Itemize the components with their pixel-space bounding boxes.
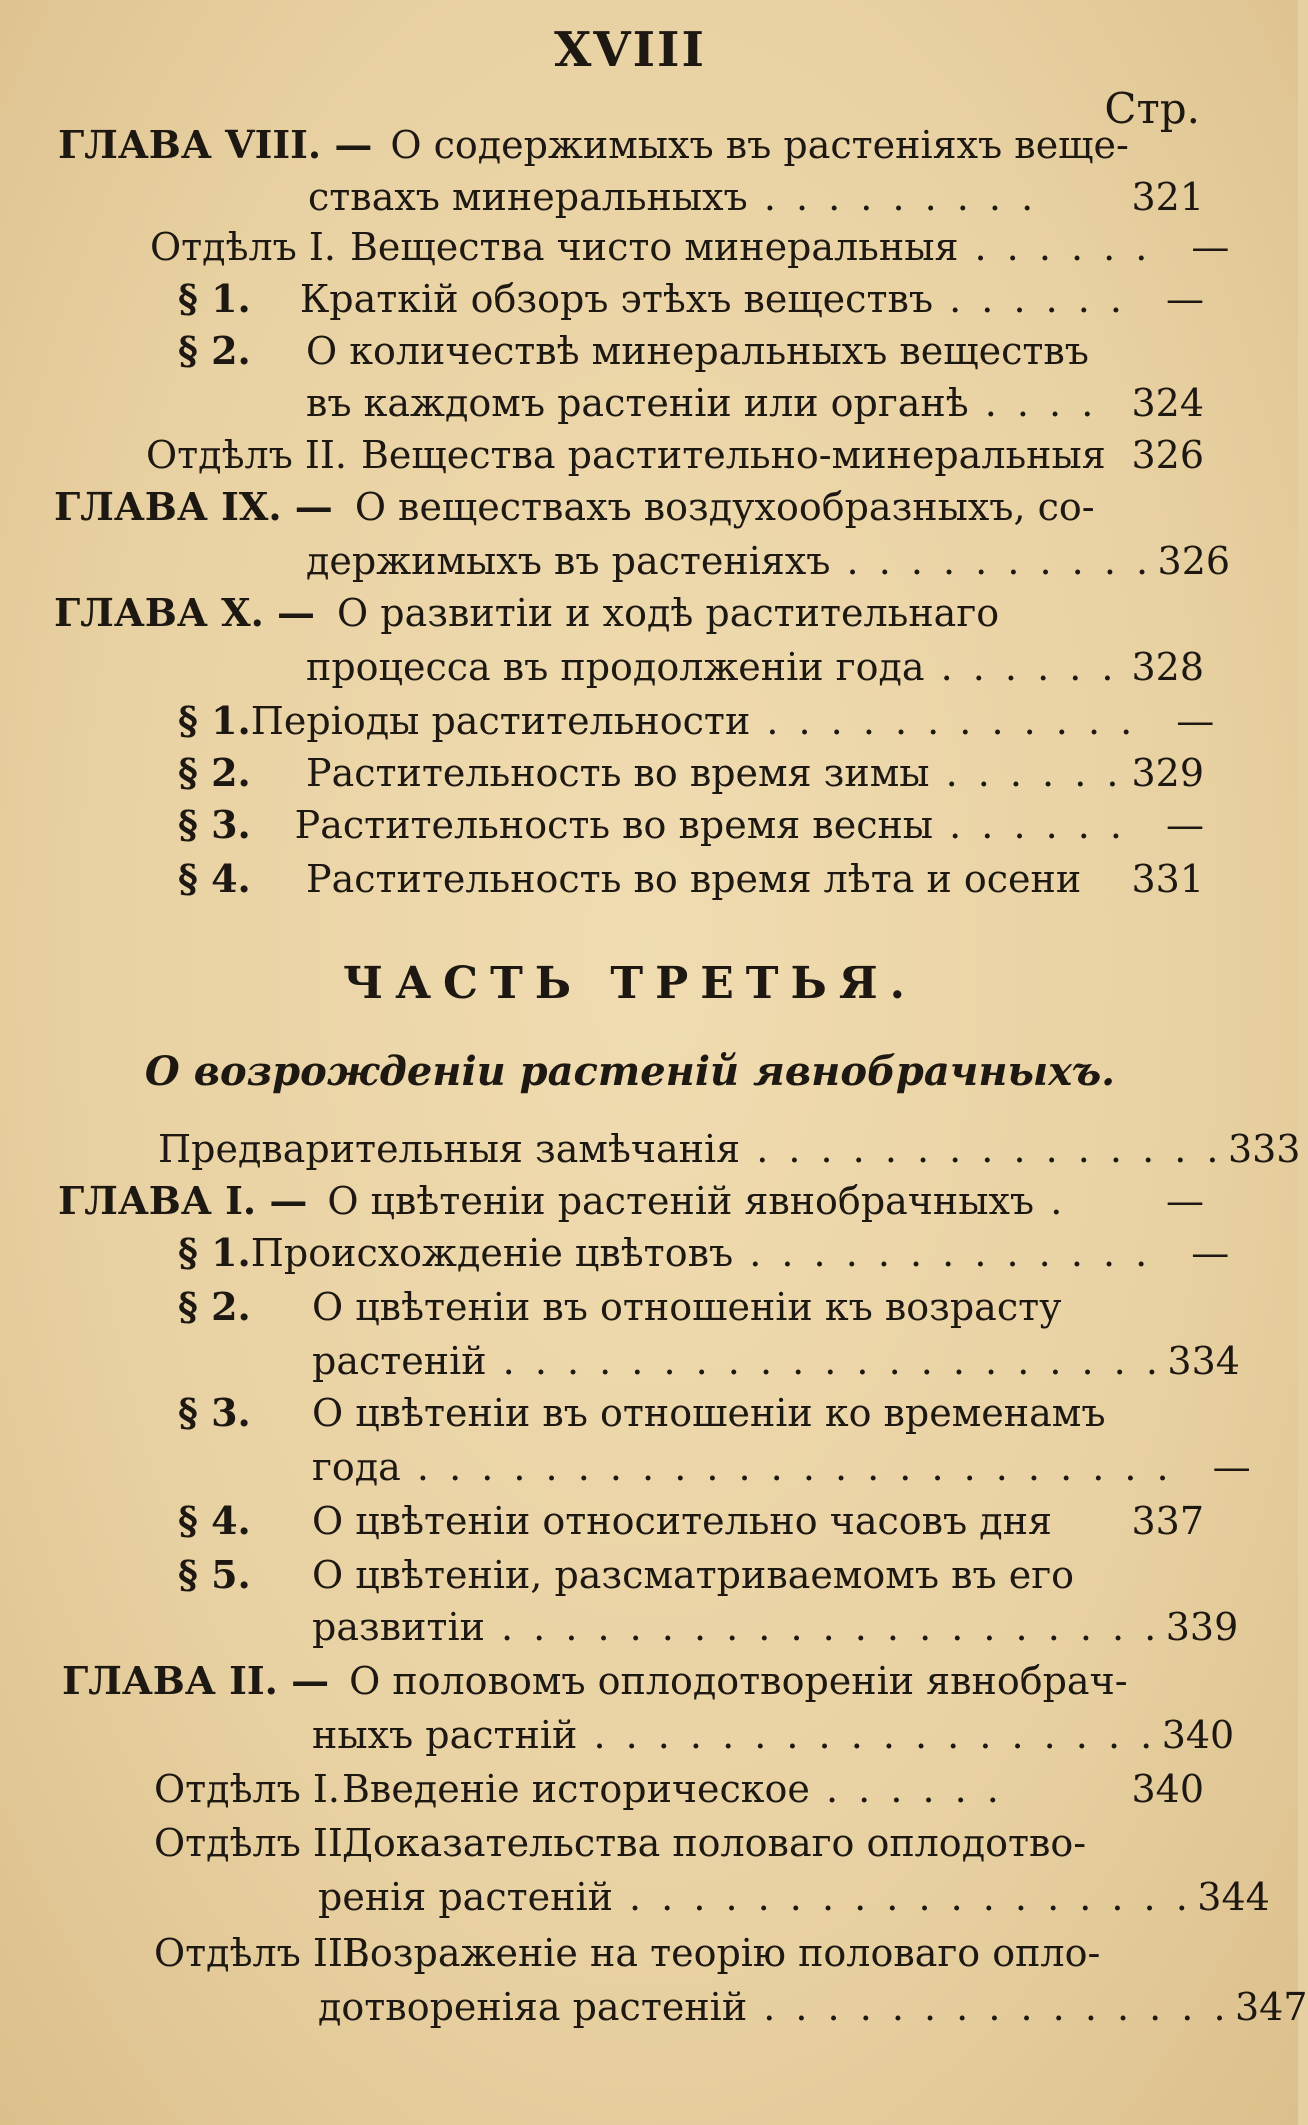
toc-entry-text: О количествѣ минеральныхъ веществъ — [306, 329, 1089, 373]
toc-entry — [312, 1602, 1239, 1652]
toc-page-number: 333 — [1227, 1127, 1301, 1171]
page-number: XVIII — [554, 22, 706, 78]
toc-entry — [312, 1336, 1240, 1386]
toc-entry — [54, 588, 1204, 638]
toc-entry — [54, 482, 1204, 532]
section-mark: Отдѣлъ II. — [154, 1821, 355, 1865]
paragraph-mark: § 3. — [178, 802, 251, 847]
section-mark: Отдѣлъ II. — [146, 433, 347, 477]
toc-page-number: — — [1212, 1445, 1251, 1489]
toc-entry-text: ствахъ минеральныхъ . . . . . . . . . — [308, 175, 1038, 219]
toc-entry-text: О веществахъ воздухообразныхъ, со- — [354, 485, 1095, 529]
toc-entry — [62, 1656, 1204, 1706]
toc-entry — [178, 1228, 1230, 1278]
toc-page-number: 339 — [1165, 1605, 1239, 1649]
toc-entry-text: Вещества растительно-минеральныя — [360, 433, 1106, 477]
toc-entry-text: О цвѣтеніи въ отношеніи къ возрасту — [312, 1285, 1062, 1329]
toc-page-number: 329 — [1131, 751, 1204, 795]
toc-page-number: — — [1191, 1231, 1230, 1275]
toc-entry — [58, 1176, 1204, 1226]
toc-page-number: — — [1166, 277, 1204, 321]
toc-entry — [318, 1982, 1308, 2032]
toc-entry-text: дотвореніяа растеній . . . . . . . . . . . . . . . — [318, 1985, 1230, 2029]
paragraph-mark: § 1. — [178, 1230, 251, 1275]
toc-entry — [154, 1928, 1204, 1978]
toc-entry-text: О цвѣтеніи относительно часовъ дня — [312, 1499, 1052, 1543]
chapter-mark: ГЛАВА II. — — [62, 1658, 330, 1703]
toc-entry — [150, 222, 1230, 272]
chapter-mark: ГЛАВА IX. — — [54, 484, 333, 529]
paragraph-mark: § 1. — [178, 276, 251, 321]
toc-entry-text: Происхожденіе цвѣтовъ . . . . . . . . . . . . . — [250, 1231, 1152, 1275]
toc-entry-text: ренія растеній . . . . . . . . . . . . . . . . . . — [318, 1875, 1192, 1919]
part-subtitle: О возрожденіи растеній явнобрачныхъ. — [144, 1048, 1116, 1095]
toc-entry — [306, 378, 1204, 428]
toc-entry — [308, 172, 1204, 222]
toc-entry-text: Возраженіе на теорію половаго опло- — [342, 1931, 1101, 1975]
toc-entry-text: О содержимыхъ въ растеніяхъ веще- — [390, 123, 1129, 167]
toc-page-number: 340 — [1161, 1713, 1235, 1757]
toc-entry-text: въ каждомъ растеніи или органѣ . . . . — [306, 381, 1098, 425]
toc-entry — [178, 274, 1204, 324]
section-mark: Отдѣлъ I. — [150, 225, 336, 269]
toc-entry-text: О цвѣтеніи въ отношеніи ко временамъ — [312, 1391, 1106, 1435]
toc-entry-text: ныхъ растній . . . . . . . . . . . . . . . . . . — [312, 1713, 1157, 1757]
toc-entry-text: держимыхъ въ растеніяхъ . . . . . . . . . . — [306, 539, 1153, 583]
chapter-mark: ГЛАВА VIII. — — [58, 122, 373, 167]
toc-page-number: 344 — [1197, 1875, 1270, 1919]
toc-entry — [318, 1872, 1270, 1922]
toc-entry-text: О развитіи и ходѣ растительнаго — [337, 591, 1000, 635]
toc-entry — [154, 1764, 1204, 1814]
toc-entry-text: Растительность во время зимы . . . . . . — [306, 751, 1123, 795]
toc-entry-text: Предварительныя замѣчанія . . . . . . . . . . . . . . . — [158, 1127, 1223, 1171]
toc-page-number: 326 — [1157, 539, 1231, 583]
toc-entry — [178, 1496, 1204, 1546]
toc-page-number: 321 — [1131, 175, 1204, 219]
toc-entry-text: Вещества чисто минеральныя . . . . . . — [349, 225, 1152, 269]
toc-page-number: 334 — [1167, 1339, 1240, 1383]
toc-entry — [154, 1818, 1204, 1868]
paragraph-mark: § 2. — [178, 750, 251, 795]
toc-page-number: 337 — [1131, 1499, 1204, 1543]
toc-entry-text: растеній . . . . . . . . . . . . . . . . . . . . . — [312, 1339, 1162, 1383]
toc-entry — [178, 800, 1204, 850]
paragraph-mark: § 4. — [178, 1498, 251, 1543]
toc-entry-text: года . . . . . . . . . . . . . . . . . . . . . . . . — [312, 1445, 1173, 1489]
toc-entry — [312, 1710, 1235, 1760]
toc-entry — [178, 1282, 1204, 1332]
toc-entry — [178, 326, 1204, 376]
paragraph-mark: § 5. — [178, 1552, 251, 1597]
toc-entry-text: О цвѣтеніи растеній явнобрачныхъ . — [327, 1179, 1067, 1223]
toc-page-number: — — [1166, 803, 1204, 847]
paragraph-mark: § 2. — [178, 1284, 251, 1329]
toc-page-number: 331 — [1131, 857, 1204, 901]
toc-entry — [312, 1442, 1251, 1492]
section-mark: Отдѣлъ III. — [154, 1931, 370, 1975]
paragraph-mark: § 4. — [178, 856, 251, 901]
toc-entry-text: О половомъ оплодотвореніи явнобрач- — [349, 1659, 1128, 1703]
toc-entry — [306, 536, 1231, 586]
part-title: ЧАСТЬ ТРЕТЬЯ. — [343, 958, 917, 1009]
toc-entry-text: О цвѣтеніи, разсматриваемомъ въ его — [312, 1553, 1075, 1597]
toc-entry-text: Растительность во время лѣта и осени — [306, 857, 1082, 901]
chapter-mark: ГЛАВА I. — — [58, 1178, 308, 1223]
chapter-mark: ГЛАВА X. — — [54, 590, 316, 635]
toc-page-number: — — [1191, 225, 1230, 269]
toc-page-number: 326 — [1131, 433, 1204, 477]
toc-entry — [146, 430, 1204, 480]
toc-entry — [178, 1388, 1204, 1438]
toc-page-number: 347 — [1235, 1985, 1308, 2029]
paragraph-mark: § 1. — [178, 698, 251, 743]
paragraph-mark: § 3. — [178, 1390, 251, 1435]
toc-entry-text: Краткій обзоръ этѣхъ веществъ . . . . . . — [299, 277, 1126, 321]
toc-page-number: 340 — [1131, 1767, 1204, 1811]
toc-entry-text: Доказательства половаго оплодотво- — [342, 1821, 1087, 1865]
toc-entry — [158, 1124, 1301, 1174]
toc-entry — [178, 748, 1204, 798]
toc-page-number: — — [1166, 1179, 1204, 1223]
toc-entry — [178, 854, 1204, 904]
page-column-label: Стр. — [1104, 84, 1200, 133]
toc-page-number: — — [1176, 699, 1215, 743]
paragraph-mark: § 2. — [178, 328, 251, 373]
toc-entry-text: Періоды растительности . . . . . . . . . . . . — [250, 699, 1137, 743]
toc-entry — [178, 1550, 1204, 1600]
toc-entry — [178, 696, 1215, 746]
toc-page-number: 328 — [1131, 645, 1204, 689]
toc-page-number: 324 — [1131, 381, 1204, 425]
section-mark: Отдѣлъ I. — [154, 1767, 340, 1811]
toc-entry — [306, 642, 1204, 692]
toc-entry-text: процесса въ продолженіи года . . . . . . — [306, 645, 1118, 689]
toc-entry-text: Введеніе историческое . . . . . . — [342, 1767, 1003, 1811]
toc-entry-text: развитіи . . . . . . . . . . . . . . . . . . . . . — [312, 1605, 1161, 1649]
toc-entry — [58, 120, 1129, 170]
toc-entry-text: Растительность во время весны . . . . . . — [294, 803, 1126, 847]
